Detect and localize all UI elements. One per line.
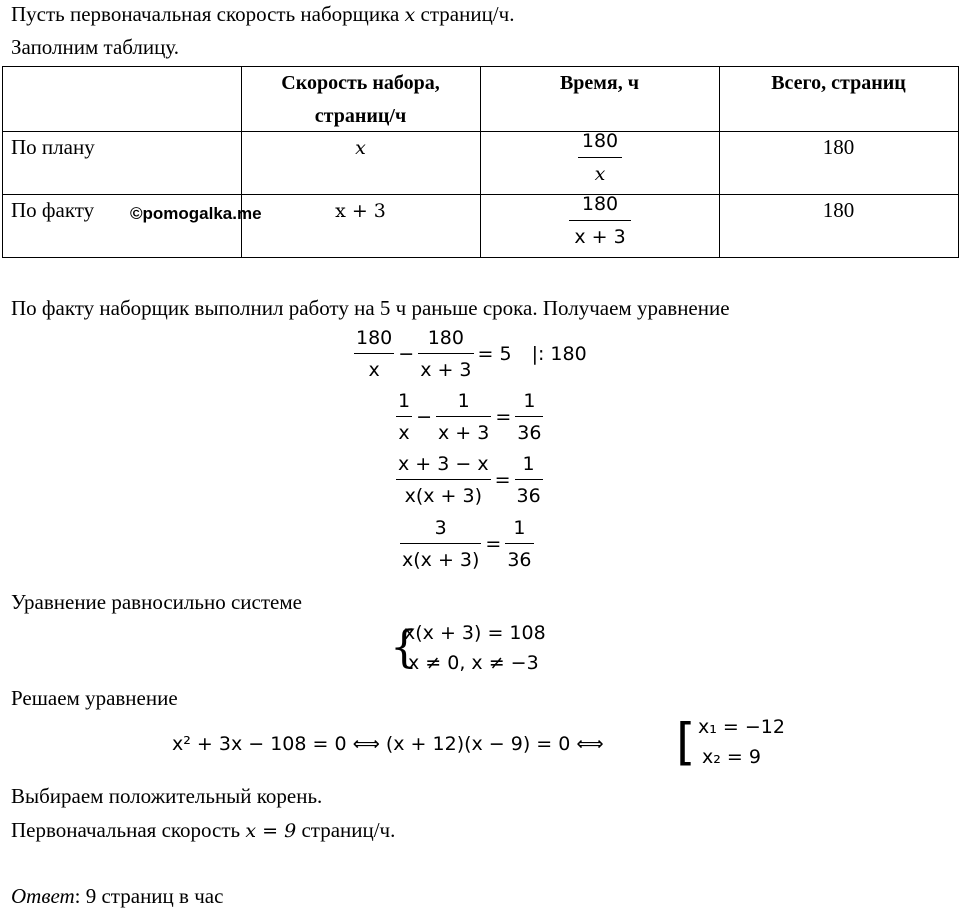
row-fact-time (560, 192, 640, 249)
system-brace: { (390, 622, 418, 673)
root-1: x₁ = −12 (698, 716, 785, 738)
data-table (2, 66, 959, 258)
final-unit: страниц/ч. (296, 818, 396, 842)
solution-text-1: По факту наборщик выполнил работу на 5 ч раньше срока. Получаем уравнение (11, 296, 730, 320)
table-divider (3, 131, 958, 132)
fraction-numerator: 1 (523, 390, 536, 412)
system-line-2: x ≠ 0, x ≠ −3 (408, 652, 539, 674)
roots-bracket: [ (676, 713, 696, 771)
fraction (396, 389, 412, 445)
fraction (396, 452, 491, 508)
system-line-1: x(x + 3) = 108 (404, 622, 546, 644)
fraction-bar (400, 543, 481, 544)
fraction-bar (396, 479, 491, 480)
solution-text-3: Решаем уравнение (11, 686, 178, 710)
intro-text-end: страниц/ч. (415, 2, 515, 26)
equation-4 (398, 516, 536, 572)
operator: = (494, 469, 511, 491)
row-label-plan: По плану (11, 135, 95, 159)
fraction-denominator: x + 3 (420, 359, 472, 381)
fraction (515, 389, 543, 445)
fraction-numerator: 1 (457, 390, 470, 412)
fraction-bar (396, 416, 412, 417)
header-speed-line1: Скорость набора, (281, 72, 440, 94)
answer-text: : 9 страниц в час (74, 884, 224, 908)
fraction-denominator: x (398, 422, 410, 444)
fraction-numerator: 1 (398, 390, 411, 412)
answer-line (11, 884, 223, 908)
fraction-bar (515, 416, 543, 417)
fraction (354, 326, 394, 382)
row-plan-speed: x (355, 137, 366, 159)
operator: − (416, 406, 433, 428)
operator: = 5 (477, 343, 512, 365)
fraction-denominator: x + 3 (574, 226, 626, 248)
fraction (436, 389, 491, 445)
fraction-denominator: x (368, 359, 380, 381)
fraction-denominator: x + 3 (438, 422, 490, 444)
fraction (515, 452, 543, 508)
header-speed-line2: страниц/ч (314, 105, 407, 127)
fraction-bar (578, 157, 622, 158)
watermark: ©pomogalka.me (130, 204, 262, 223)
operator: = (485, 533, 502, 555)
operator: = (495, 406, 512, 428)
final-text: Первоначальная скорость (11, 818, 246, 842)
table-divider (3, 194, 958, 195)
equation-5: x² + 3x − 108 = 0 ⟺ (x + 12)(x − 9) = 0 ⟺ (172, 733, 604, 755)
final-value: x = 9 (245, 820, 297, 842)
fraction-numerator: 180 (581, 193, 619, 215)
fraction-numerator: 1 (522, 453, 535, 475)
fraction-bar (515, 479, 543, 480)
solution-text-4: Выбираем положительный корень. (11, 784, 323, 808)
fraction-bar (418, 353, 473, 354)
fraction-bar (354, 353, 394, 354)
fraction-bar (505, 543, 533, 544)
fraction-denominator: x(x + 3) (404, 485, 482, 507)
header-total: Всего, страниц (771, 72, 906, 94)
fraction-denominator: 36 (517, 422, 542, 444)
solution-text-2: Уравнение равносильно системе (11, 590, 302, 614)
fraction-denominator: x(x + 3) (402, 549, 480, 571)
intro-line-1 (11, 2, 514, 27)
fraction-denominator: 36 (516, 485, 541, 507)
fraction-numerator: 3 (434, 517, 447, 539)
fraction-bar (569, 220, 631, 221)
fraction-denominator: 36 (507, 549, 532, 571)
row-fact-total: 180 (822, 198, 855, 222)
row-plan-total: 180 (822, 135, 855, 159)
header-speed (241, 67, 480, 133)
fraction-numerator: 180 (356, 327, 393, 349)
row-label-fact: По факту (11, 198, 95, 222)
fraction (505, 516, 533, 572)
fraction (418, 326, 473, 382)
intro-variable: x (404, 4, 416, 26)
intro-text: Пусть первоначальная скорость наборщика (11, 2, 405, 26)
fraction-denominator: x (594, 163, 606, 185)
row-fact-speed: x + 3 (335, 200, 386, 222)
fraction-bar (436, 416, 491, 417)
intro-line-2: Заполним таблицу. (11, 35, 180, 59)
row-plan-time (570, 129, 630, 186)
fraction-numerator: 1 (513, 517, 526, 539)
equation-1 (352, 326, 589, 382)
fraction-numerator: x + 3 − x (398, 453, 489, 475)
equation-2 (394, 389, 545, 445)
solution-text-5 (11, 818, 395, 843)
header-time: Время, ч (559, 72, 640, 94)
root-2: x₂ = 9 (702, 746, 761, 768)
fraction-numerator: 180 (427, 327, 464, 349)
equation-3 (394, 452, 545, 508)
operator: − (398, 343, 415, 365)
answer-label: Ответ (11, 884, 75, 908)
fraction-numerator: 180 (581, 130, 619, 152)
fraction (400, 516, 481, 572)
operator: |: 180 (531, 343, 587, 365)
